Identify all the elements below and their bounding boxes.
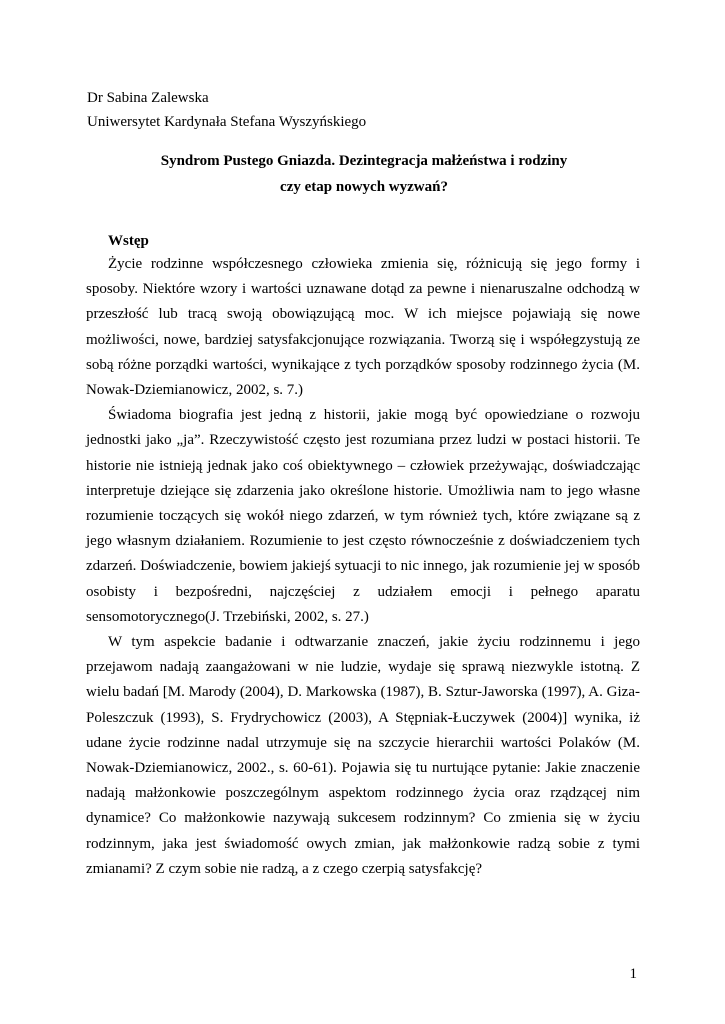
page-number: 1 (629, 966, 637, 982)
body-text (86, 252, 640, 882)
paragraph-3: W tym aspekcie badanie i odtwarzanie znaczeń, jakie życiu rodzinnemu i jego przejawom nadają zaangażowani w nie ludzie, wydaje się sprawą niezwykle istotną. Z wielu badań [M. Marody (2004), D. Markowska (1987), B. Sztur-Jaworska (1997), A. Giza-Poleszczuk (1993), S. Frydrychowicz (2003), A Stępniak-Łuczywek (2004)] wynika, iż udane życie rodzinne nadal utrzymuje się na szczycie hierarchii wartości Polaków (M. Nowak-Dziemianowicz, 2002., s. 60-61). Pojawia się tu nurtujące pytanie: Jakie znaczenie nadają małżonkowie poszczególnym aspektom rodzinnego życia oraz rządzącej nim dynamice? Co małżonkowie nazywają sukcesem rodzinnym? Co zmienia się w życiu rodzinnym, jaka jest świadomość owych zmian, jak małżonkowie radzą sobie z tymi zmianami? Z czym sobie nie radzą, a z czego czerpią satysfakcję? (86, 634, 640, 877)
paragraph-2: Świadoma biografia jest jedną z historii, jakie mogą być opowiedziane o rozwoju jednostki jako „ja”. Rzeczywistość często jest rozumiana przez ludzi w postaci historii. Te historie nie istnieją jednak jako coś obiektywnego – człowiek przeżywając, doświadczając interpretuje dziejące się zdarzenia jako określone historie. Umożliwia nam to jego własne rozumienie toczących się wokół niego zdarzeń, w tym również tych, które związane są z jego własnym działaniem. Rozumienie to jest często równocześnie z doświadczeniem tych zdarzeń. Doświadczenie, bowiem jakiejś sytuacji to nic innego, jak rozumienie jej w sposób osobisty i bezpośredni, najczęściej z udziałem emocji i pełnego aparatu sensomotorycznego(J. Trzebiński, 2002, s. 27.) (86, 407, 640, 625)
title-line-1: Syndrom Pustego Gniazda. Dezintegracja małżeństwa i rodziny (160, 153, 568, 169)
title-line-2: czy etap nowych wyzwań? (280, 179, 448, 195)
document-title (84, 148, 644, 200)
author-name: Dr Sabina Zalewska (87, 90, 209, 106)
author-block (87, 86, 366, 134)
section-heading: Wstęp (108, 233, 149, 249)
paragraph-1: Życie rodzinne współczesnego człowieka zmienia się, różnicują się jego formy i sposoby. Niektóre wzory i wartości uznawane dotąd za pewne i nienaruszalne odchodzą w przeszłość lub tracą swoją obowiązującą moc. W ich miejsce pojawiają się nowe możliwości, nowe, bardziej satysfakcjonujące rozwiązania. Tworzą się i współegzystują ze sobą różne porządki wartości, wynikające z tych porządków sposoby rodzinnego życia (M. Nowak-Dziemianowicz, 2002, s. 7.) (86, 256, 640, 399)
author-affiliation: Uniwersytet Kardynała Stefana Wyszyńskiego (87, 114, 367, 130)
